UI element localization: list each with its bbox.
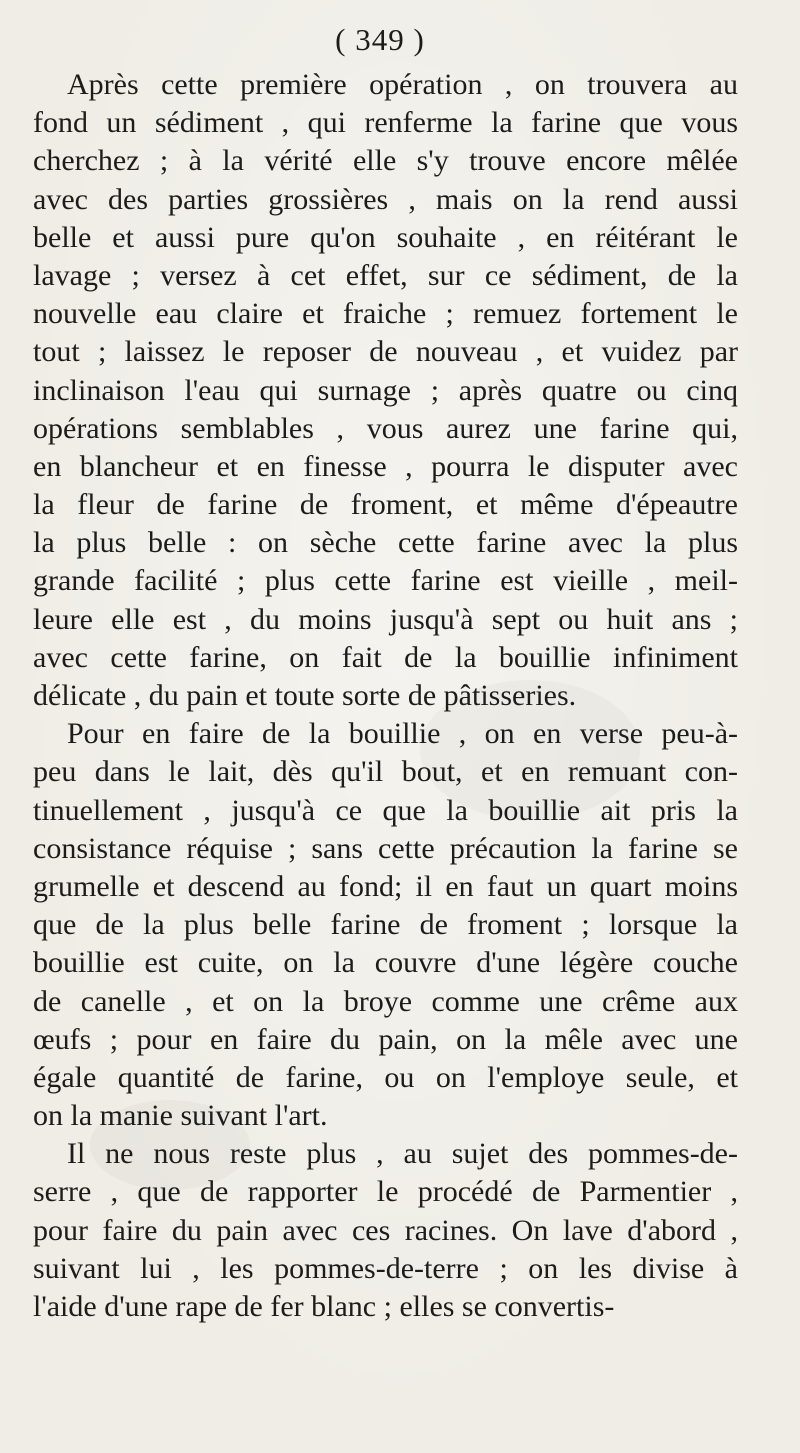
- text-line: la plus belle : on sèche cette farine avec la plus: [33, 526, 738, 560]
- text-line: peu dans le lait, dès qu'il bout, et en remuant con-: [33, 755, 738, 789]
- body-text: [33, 66, 738, 1326]
- text-line: délicate , du pain et toute sorte de pâtisseries.: [33, 679, 577, 712]
- text-line: lavage ; versez à cet effet, sur ce sédiment, de la: [33, 258, 738, 292]
- text-line: fond un sédiment , qui renferme la farine que vous: [33, 106, 738, 140]
- text-line: tout ; laissez le reposer de nouveau , et vuidez par: [33, 335, 738, 369]
- text-line: l'aide d'une rape de fer blanc ; elles se convertis-: [33, 1290, 615, 1323]
- text-line: leure elle est , du moins jusqu'à sept ou huit ans ;: [33, 602, 738, 636]
- text-line: en blancheur et en finesse , pourra le disputer avec: [33, 449, 738, 483]
- text-line: égale quantité de farine, ou on l'employe seule, et: [33, 1060, 738, 1094]
- text-line: Pour en faire de la bouillie , on en verse peu-à-: [67, 717, 738, 751]
- text-line: la fleur de farine de froment, et même d'épeautre: [33, 488, 738, 522]
- text-line: inclinaison l'eau qui surnage ; après quatre ou cinq: [33, 373, 738, 407]
- text-line: serre , que de rapporter le procédé de Parmentier ,: [33, 1175, 738, 1209]
- text-line: on la manie suivant l'art.: [33, 1099, 328, 1133]
- text-line: œufs ; pour en faire du pain, on la mêle avec une: [33, 1022, 738, 1056]
- text-line: grande facilité ; plus cette farine est vieille , meil-: [33, 564, 738, 598]
- text-line: bouillie est cuite, on la couvre d'une légère couche: [33, 946, 738, 980]
- text-line: consistance réquise ; sans cette précaution la farine se: [33, 831, 738, 865]
- text-line: que de la plus belle farine de froment ; lorsque la: [33, 908, 738, 942]
- text-line: suivant lui , les pommes-de-terre ; on les divise à: [33, 1251, 738, 1285]
- text-line: tinuellement , jusqu'à ce que la bouillie ait pris la: [33, 793, 738, 827]
- text-line: pour faire du pain avec ces racines. On lave d'abord ,: [33, 1213, 738, 1247]
- text-line: cherchez ; à la vérité elle s'y trouve encore mêlée: [33, 144, 738, 178]
- text-line: avec cette farine, on fait de la bouillie infiniment: [33, 640, 738, 674]
- text-line: grumelle et descend au fond; il en faut un quart moins: [33, 869, 738, 903]
- text-line: de canelle , et on la broye comme une crême aux: [33, 984, 738, 1018]
- text-line: opérations semblables , vous aurez une farine qui,: [33, 411, 738, 445]
- text-line: Il ne nous reste plus , au sujet des pommes-de-: [67, 1137, 738, 1171]
- text-line: Après cette première opération , on trouvera au: [67, 68, 738, 101]
- text-line: belle et aussi pure qu'on souhaite , en réitérant le: [33, 220, 738, 254]
- page-number: ( 349 ): [335, 22, 425, 57]
- paragraph-2: [33, 715, 738, 1135]
- paragraph-3: [33, 1135, 738, 1326]
- text-line: avec des parties grossières , mais on la rend aussi: [33, 182, 738, 216]
- text-line: nouvelle eau claire et fraiche ; remuez fortement le: [33, 297, 738, 331]
- paragraph-1: [33, 66, 738, 715]
